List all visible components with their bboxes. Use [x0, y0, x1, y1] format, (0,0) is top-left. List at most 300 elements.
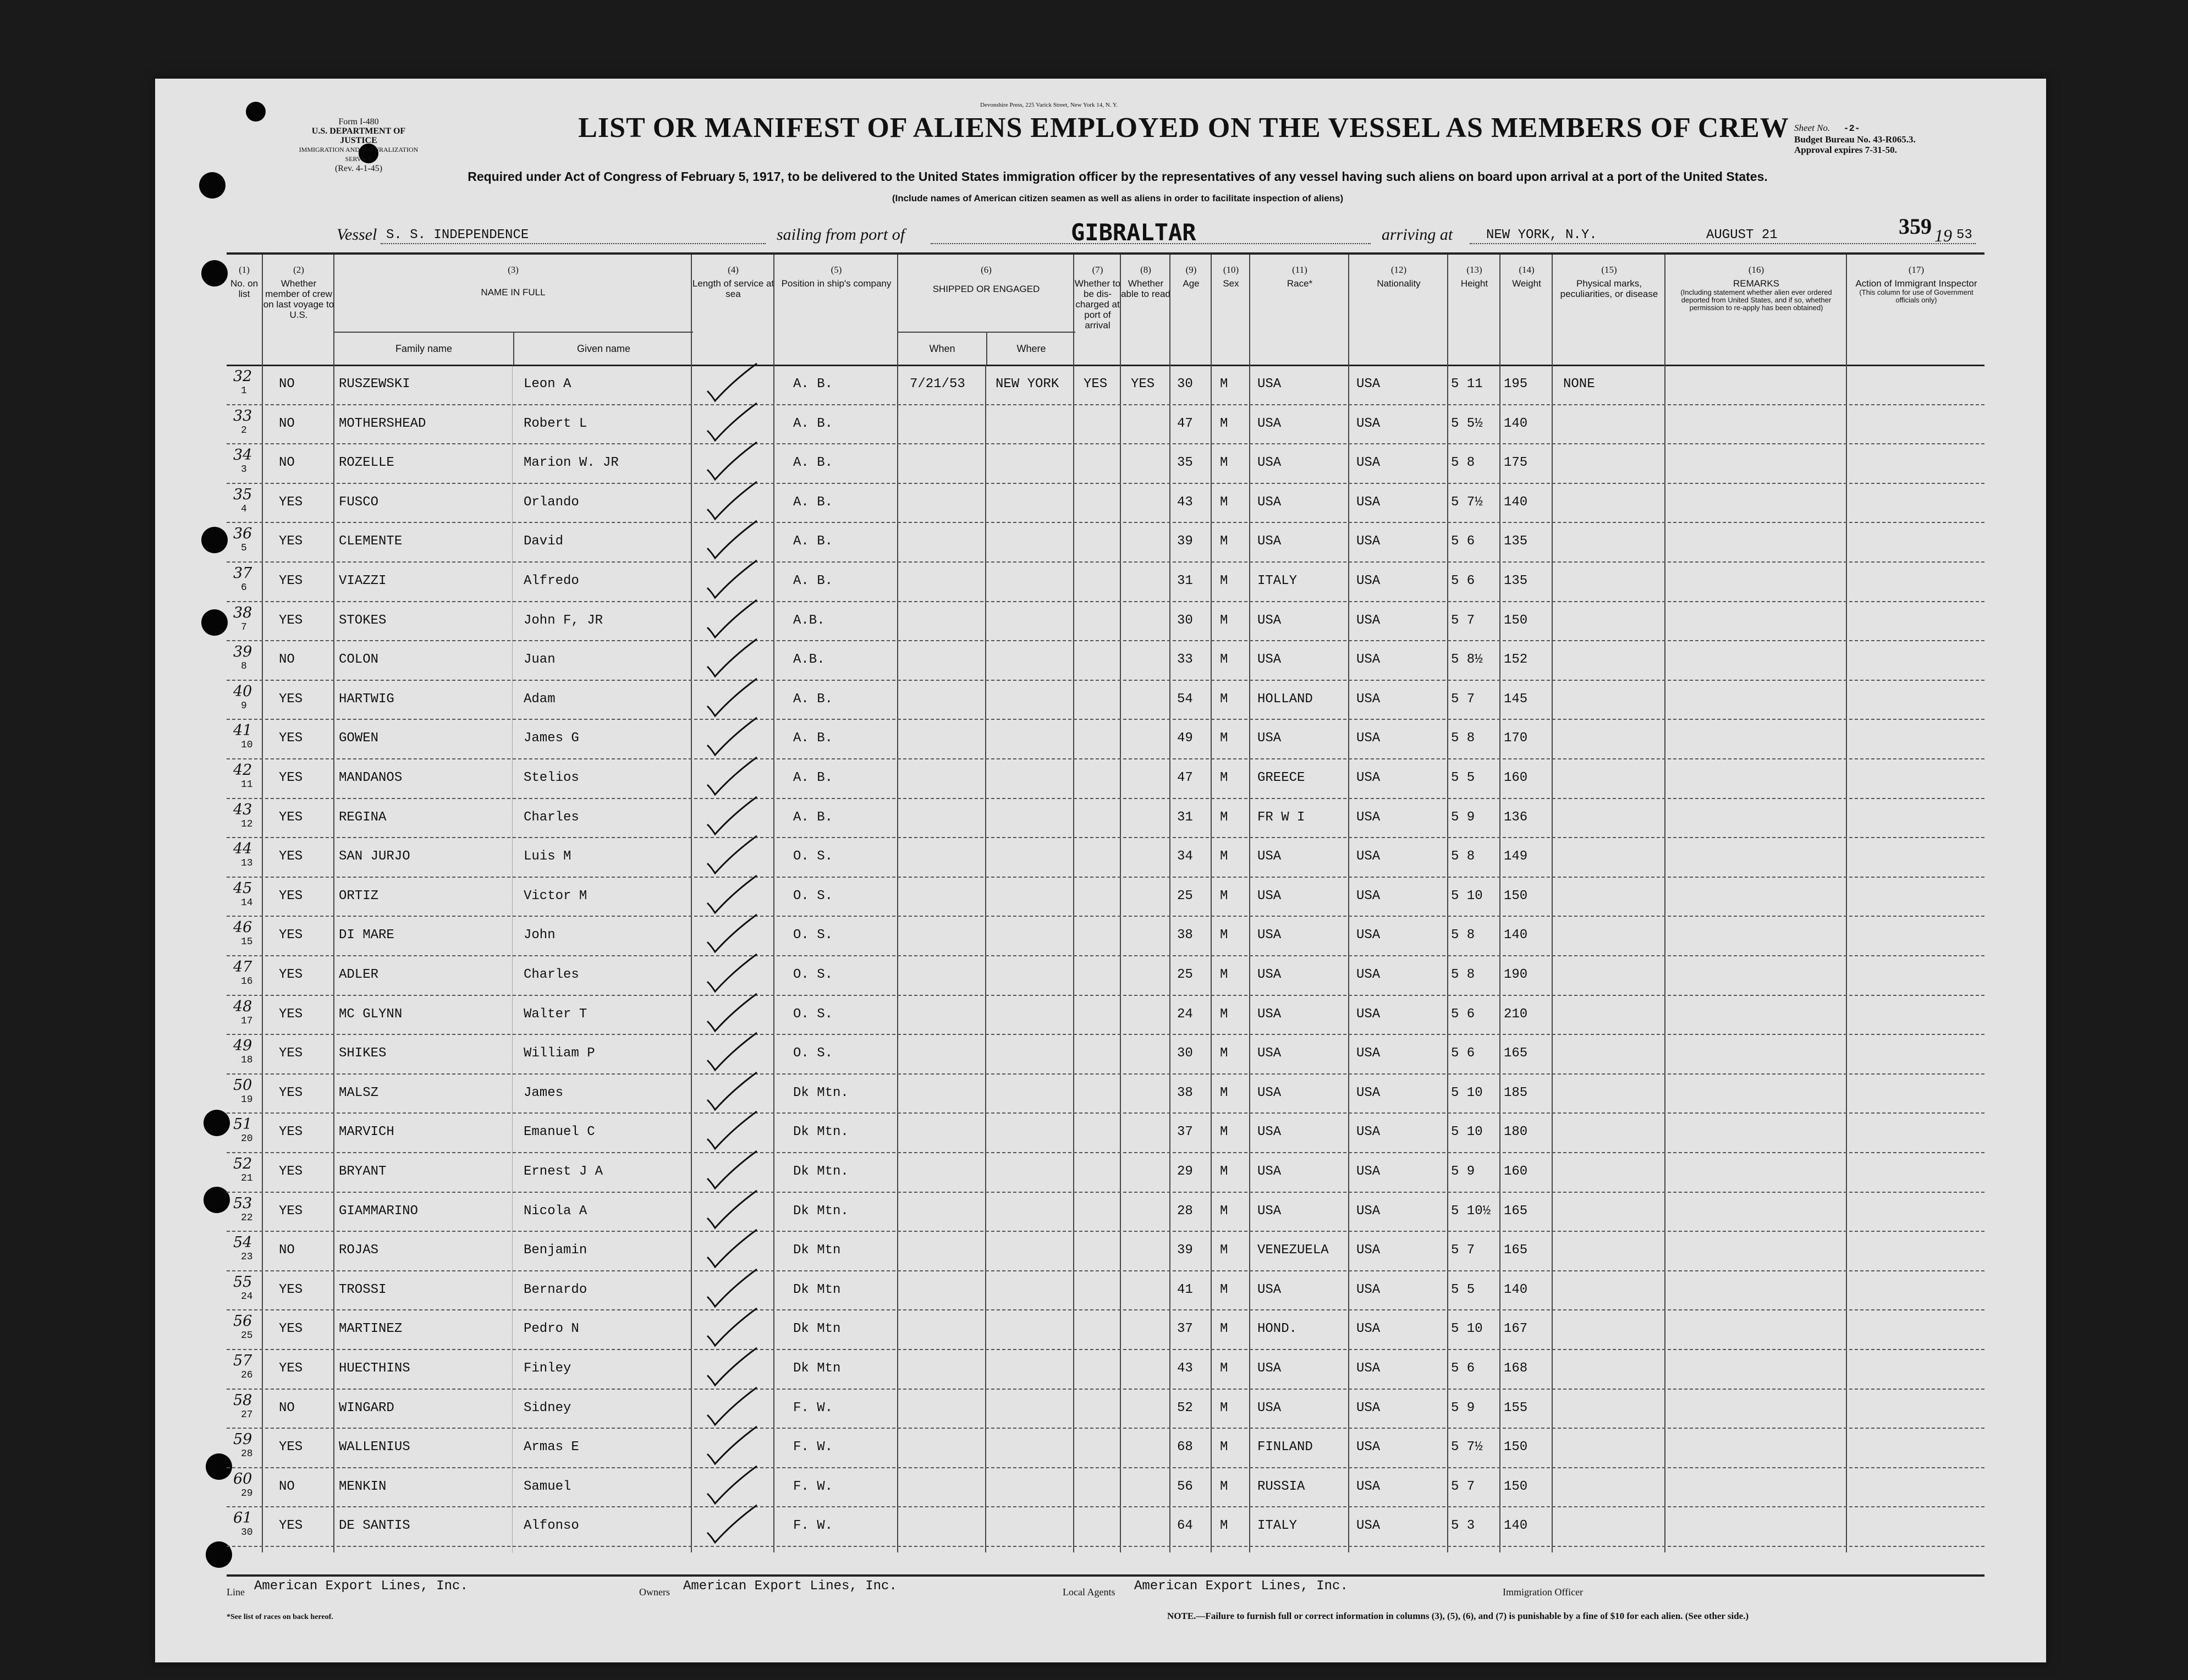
cell-prev: YES	[279, 967, 303, 982]
cell-weight: 155	[1504, 1400, 1528, 1415]
cell-height: 5 8	[1451, 731, 1475, 746]
arrival-year: 53	[1956, 228, 1972, 243]
inclusion-note: (Include names of American citizen seamen as well as aliens in order to facilitate inspection of aliens)	[892, 193, 1344, 203]
cell-height: 5 3	[1451, 1518, 1475, 1534]
sheet-line-number: 8	[241, 661, 247, 673]
cell-family: MC GLYNN	[339, 1006, 403, 1022]
cell-prev: YES	[279, 888, 303, 904]
list-number: 41	[233, 722, 252, 740]
cell-height: 5 6	[1451, 1006, 1475, 1022]
agents-label: Local Agents	[1063, 1587, 1115, 1598]
cell-race: GREECE	[1257, 770, 1305, 785]
cell-given: David	[524, 534, 564, 549]
cell-prev: YES	[279, 1085, 303, 1100]
subheader-when: When	[898, 332, 986, 365]
cell-sex: M	[1220, 770, 1228, 785]
cell-race: USA	[1257, 1046, 1282, 1061]
table-row	[227, 877, 1984, 917]
cell-race: ITALY	[1257, 1518, 1298, 1534]
cell-age: 39	[1177, 534, 1193, 549]
cell-age: 39	[1177, 1243, 1193, 1258]
cell-given: Juan	[524, 652, 556, 668]
cell-weight: 136	[1504, 809, 1528, 825]
cell-sex: M	[1220, 1085, 1228, 1100]
col-header-shipped: (6) SHIPPED OR ENGAGED When Where	[897, 255, 1074, 365]
cell-age: 43	[1177, 1361, 1193, 1376]
sheet-line-number: 21	[241, 1173, 253, 1184]
service: IMMIGRATION AND NATURALIZATION SERVICE	[299, 146, 419, 163]
cell-weight: 167	[1504, 1321, 1528, 1337]
table-row	[227, 1152, 1984, 1193]
cell-given: Samuel	[524, 1479, 571, 1494]
cell-prev: NO	[279, 455, 295, 471]
sheet-line-number: 11	[241, 779, 253, 790]
cell-height: 5 8	[1451, 849, 1475, 864]
sheet-line-number: 26	[241, 1370, 253, 1381]
cell-height: 5 10	[1451, 1085, 1483, 1100]
cell-pos: A. B.	[793, 494, 833, 510]
cell-family: DI MARE	[339, 928, 394, 943]
cell-weight: 152	[1504, 652, 1528, 668]
cell-weight: 140	[1504, 416, 1528, 431]
col-header-sex: (10) Sex	[1211, 255, 1250, 365]
cell-pos: F. W.	[793, 1518, 833, 1534]
cell-age: 24	[1177, 1006, 1193, 1022]
cell-nat: USA	[1356, 967, 1381, 982]
col-header-name: (3) NAME IN FULL Family name Given name	[333, 255, 692, 365]
cell-nat: USA	[1356, 494, 1381, 510]
table-row	[227, 640, 1984, 681]
cell-prev: YES	[279, 1203, 303, 1219]
cell-weight: 180	[1504, 1125, 1528, 1140]
cell-age: 31	[1177, 809, 1193, 825]
cell-family: FUSCO	[339, 494, 379, 510]
cell-race: USA	[1257, 455, 1282, 471]
cell-sex: M	[1220, 731, 1228, 746]
cell-race: USA	[1257, 377, 1282, 392]
cell-height: 5 5½	[1451, 416, 1483, 431]
cell-weight: 160	[1504, 770, 1528, 785]
cell-weight: 150	[1504, 1440, 1528, 1455]
list-number: 32	[233, 368, 252, 385]
cell-given: John	[524, 928, 556, 943]
table-row	[227, 1231, 1984, 1271]
cell-weight: 165	[1504, 1243, 1528, 1258]
cell-prev: YES	[279, 1361, 303, 1376]
cell-weight: 175	[1504, 455, 1528, 471]
cell-height: 5 8	[1451, 455, 1475, 471]
cell-family: SHIKES	[339, 1046, 387, 1061]
line-label: Line	[227, 1587, 245, 1598]
cell-prev: YES	[279, 613, 303, 628]
punch-hole	[201, 609, 228, 636]
cell-family: TROSSI	[339, 1282, 387, 1297]
cell-family: GOWEN	[339, 731, 379, 746]
table-row	[227, 522, 1984, 563]
cell-prev: YES	[279, 1125, 303, 1140]
col-header-age: (9) Age	[1169, 255, 1212, 365]
sheet-line-number: 29	[241, 1488, 253, 1499]
cell-sex: M	[1220, 1282, 1228, 1297]
cell-family: WINGARD	[339, 1400, 394, 1415]
list-number: 53	[233, 1194, 252, 1212]
budget-number: Budget Bureau No. 43-R065.3.	[1794, 134, 1916, 145]
cell-pos: A.B.	[793, 613, 825, 628]
sheet-line-number: 28	[241, 1448, 253, 1460]
cell-weight: 140	[1504, 928, 1528, 943]
cell-height: 5 7	[1451, 1479, 1475, 1494]
cell-given: Charles	[524, 967, 579, 982]
cell-prev: YES	[279, 770, 303, 785]
sheet-label: Sheet No.	[1794, 123, 1830, 133]
cell-race: USA	[1257, 1125, 1282, 1140]
cell-race: USA	[1257, 1400, 1282, 1415]
table-row	[227, 1309, 1984, 1350]
cell-height: 5 6	[1451, 1361, 1475, 1376]
cell-read: YES	[1131, 377, 1155, 392]
cell-weight: 150	[1504, 1479, 1528, 1494]
departure-port: GIBRALTAR	[1071, 219, 1196, 246]
cell-weight: 150	[1504, 613, 1528, 628]
cell-family: MENKIN	[339, 1479, 387, 1494]
cell-nat: USA	[1356, 809, 1381, 825]
cell-race: USA	[1257, 1203, 1282, 1219]
cell-age: 29	[1177, 1164, 1193, 1179]
cell-prev: YES	[279, 534, 303, 549]
cell-prev: YES	[279, 1282, 303, 1297]
agents-value: American Export Lines, Inc.	[1134, 1579, 1348, 1594]
sheet-line-number: 7	[241, 621, 247, 633]
sheet-line-number: 18	[241, 1055, 253, 1066]
cell-age: 56	[1177, 1479, 1193, 1494]
cell-pos: A. B.	[793, 809, 833, 825]
cell-weight: 195	[1504, 377, 1528, 392]
cell-weight: 140	[1504, 1282, 1528, 1297]
form-number: Form I-480	[338, 117, 379, 126]
cell-marks: NONE	[1563, 377, 1595, 392]
table-row	[227, 680, 1984, 720]
cell-given: Marion W. JR	[524, 455, 619, 471]
cell-nat: USA	[1356, 1321, 1381, 1337]
list-number: 33	[233, 407, 252, 425]
list-number: 34	[233, 447, 252, 464]
cell-race: USA	[1257, 1282, 1282, 1297]
list-number: 42	[233, 762, 252, 779]
subheader-where: Where	[986, 332, 1075, 365]
cell-sex: M	[1220, 574, 1228, 588]
cell-age: 38	[1177, 1085, 1193, 1100]
cell-family: CLEMENTE	[339, 534, 403, 549]
cell-given: Robert L	[524, 416, 587, 431]
cell-pos: A. B.	[793, 770, 833, 785]
cell-given: James	[524, 1085, 564, 1100]
cell-race: USA	[1257, 888, 1282, 904]
col-header-nationality: (12) Nationality	[1348, 255, 1448, 365]
cell-family: DE SANTIS	[339, 1518, 410, 1534]
cell-age: 64	[1177, 1518, 1193, 1534]
sheet-line-number: 15	[241, 937, 253, 948]
manifest-sheet	[155, 79, 2046, 1662]
cell-nat: USA	[1356, 1243, 1381, 1258]
list-number: 57	[233, 1352, 252, 1369]
cell-race: USA	[1257, 928, 1282, 943]
cell-given: Orlando	[524, 494, 579, 510]
cell-height: 5 8½	[1451, 652, 1483, 668]
cell-nat: USA	[1356, 1479, 1381, 1494]
list-number: 38	[233, 604, 252, 621]
cell-prev: NO	[279, 416, 295, 431]
cell-sex: M	[1220, 377, 1228, 392]
cell-given: Benjamin	[524, 1243, 587, 1258]
table-row	[227, 1034, 1984, 1075]
cell-age: 37	[1177, 1125, 1193, 1140]
cell-age: 52	[1177, 1400, 1193, 1415]
cell-prev: YES	[279, 1006, 303, 1022]
approval-expiry: Approval expires 7-31-50.	[1794, 145, 1897, 155]
cell-family: GIAMMARINO	[339, 1203, 419, 1219]
sheet-line-number: 20	[241, 1133, 253, 1145]
cell-age: 47	[1177, 770, 1193, 785]
list-number: 39	[233, 643, 252, 661]
cell-nat: USA	[1356, 1203, 1381, 1219]
sheet-line-number: 3	[241, 464, 247, 476]
list-number: 36	[233, 525, 252, 543]
cell-pos: Dk Mtn.	[793, 1125, 849, 1140]
cell-given: Charles	[524, 809, 579, 825]
sheet-line-number: 27	[241, 1409, 253, 1420]
cell-height: 5 6	[1451, 534, 1475, 549]
table-row	[227, 837, 1984, 878]
list-number: 45	[233, 879, 252, 897]
cell-race: HOND.	[1257, 1321, 1298, 1337]
cell-given: Emanuel C	[524, 1125, 595, 1140]
cell-weight: 168	[1504, 1361, 1528, 1376]
cell-pos: O. S.	[793, 928, 833, 943]
cell-given: Bernardo	[524, 1282, 587, 1297]
table-row	[227, 798, 1984, 839]
cell-pos: Dk Mtn.	[793, 1085, 849, 1100]
cell-nat: USA	[1356, 1125, 1381, 1140]
cell-height: 5 7½	[1451, 494, 1483, 510]
sheet-line-number: 12	[241, 818, 253, 830]
cell-height: 5 11	[1451, 377, 1483, 392]
cell-given: Leon A	[524, 377, 571, 392]
list-number: 40	[233, 682, 252, 700]
table-row	[227, 955, 1984, 996]
page-title: LIST OR MANIFEST OF ALIENS EMPLOYED ON THE VESSEL AS MEMBERS OF CREW	[578, 112, 1789, 144]
table-row	[227, 404, 1984, 445]
list-number: 47	[233, 959, 252, 976]
punch-hole	[199, 172, 226, 199]
list-number: 58	[233, 1391, 252, 1409]
cell-race: ITALY	[1257, 574, 1298, 588]
table-row	[227, 365, 1984, 405]
cell-pos: Dk Mtn.	[793, 1203, 849, 1219]
officer-label: Immigration Officer	[1503, 1587, 1584, 1598]
cell-sex: M	[1220, 1046, 1228, 1061]
cell-pos: Dk Mtn	[793, 1282, 841, 1297]
col-header-read: (8) Whether able to read	[1120, 255, 1170, 365]
cell-family: ROJAS	[339, 1243, 379, 1258]
cell-race: USA	[1257, 1085, 1282, 1100]
table-row	[227, 1506, 1984, 1547]
cell-sex: M	[1220, 534, 1228, 549]
cell-nat: USA	[1356, 652, 1381, 668]
table-row	[227, 1349, 1984, 1390]
sheet-line-number: 19	[241, 1094, 253, 1105]
cell-height: 5 8	[1451, 928, 1475, 943]
cell-race: FINLAND	[1257, 1440, 1313, 1455]
cell-prev: YES	[279, 731, 303, 746]
list-number: 54	[233, 1234, 252, 1252]
cell-pos: F. W.	[793, 1440, 833, 1455]
cell-weight: 210	[1504, 1006, 1528, 1022]
cell-family: HUECTHINS	[339, 1361, 410, 1376]
cell-nat: USA	[1356, 377, 1381, 392]
table-row	[227, 1270, 1984, 1311]
table-row	[227, 601, 1984, 642]
table-row	[227, 995, 1984, 1035]
cell-given: Finley	[524, 1361, 571, 1376]
sheet-line-number: 25	[241, 1330, 253, 1342]
cell-prev: YES	[279, 1164, 303, 1179]
col-header-no: (1) No. on list	[230, 265, 259, 299]
legal-requirement: Required under Act of Congress of February 5, 1917, to be delivered to the United States immigration officer by the representatives of any vessel having such aliens on board upon arrival at a port of the United States.	[468, 169, 1768, 184]
sheet-line-number: 16	[241, 976, 253, 987]
table-row	[227, 719, 1984, 759]
col-header-position: (5) Position in ship's company	[773, 255, 898, 365]
list-number: 50	[233, 1076, 252, 1094]
cell-height: 5 10½	[1451, 1203, 1491, 1219]
cell-pos: F. W.	[793, 1400, 833, 1415]
cell-height: 5 6	[1451, 574, 1475, 588]
cell-sex: M	[1220, 416, 1228, 431]
cell-family: BRYANT	[339, 1164, 387, 1179]
cell-nat: USA	[1356, 416, 1381, 431]
cell-given: John F, JR	[524, 613, 603, 628]
cell-race: VENEZUELA	[1257, 1243, 1329, 1258]
vessel-label: Vessel	[337, 225, 377, 244]
punch-hole	[201, 527, 228, 553]
cell-pos: A. B.	[793, 377, 833, 392]
cell-race: FR W I	[1257, 809, 1305, 825]
owners-label: Owners	[639, 1587, 670, 1598]
sheet-line-number: 10	[241, 740, 253, 751]
cell-nat: USA	[1356, 928, 1381, 943]
cell-sex: M	[1220, 888, 1228, 904]
cell-prev: YES	[279, 1518, 303, 1534]
manifest-footer	[227, 1574, 1984, 1643]
col-header-remarks: (16) REMARKS (Including statement whether alien ever ordered deported from United States, and if so, whether permission to re-apply has been obtained)	[1664, 255, 1847, 365]
cell-age: 25	[1177, 967, 1193, 982]
cell-height: 5 10	[1451, 888, 1483, 904]
cell-age: 49	[1177, 731, 1193, 746]
cell-where: NEW YORK	[996, 377, 1059, 392]
cell-age: 35	[1177, 455, 1193, 471]
arrival-port: NEW YORK, N.Y.	[1486, 228, 1597, 243]
cell-family: RUSZEWSKI	[339, 377, 410, 392]
cell-age: 43	[1177, 494, 1193, 510]
table-row	[227, 1192, 1984, 1232]
cell-race: USA	[1257, 652, 1282, 668]
sailing-label: sailing from port of	[777, 225, 905, 244]
cell-given: Sidney	[524, 1400, 571, 1415]
cell-given: Pedro N	[524, 1321, 579, 1337]
cell-age: 38	[1177, 928, 1193, 943]
cell-race: USA	[1257, 731, 1282, 746]
cell-race: USA	[1257, 1164, 1282, 1179]
cell-family: SAN JURJO	[339, 849, 410, 864]
cell-sex: M	[1220, 1006, 1228, 1022]
sheet-line-number: 14	[241, 897, 253, 908]
cell-pos: A.B.	[793, 652, 825, 668]
table-row	[227, 483, 1984, 524]
cell-prev: YES	[279, 809, 303, 825]
cell-given: Walter T	[524, 1006, 587, 1022]
printer-line: Devonshire Press, 225 Varick Street, New York 14, N. Y.	[980, 102, 1118, 108]
cell-prev: YES	[279, 494, 303, 510]
cell-weight: 160	[1504, 1164, 1528, 1179]
cell-weight: 140	[1504, 1518, 1528, 1534]
cell-sex: M	[1220, 809, 1228, 825]
cell-prev: YES	[279, 1321, 303, 1337]
cell-age: 28	[1177, 1203, 1193, 1219]
cell-height: 5 5	[1451, 770, 1475, 785]
cell-prev: NO	[279, 377, 295, 392]
cell-weight: 140	[1504, 494, 1528, 510]
cell-sex: M	[1220, 494, 1228, 510]
cell-race: RUSSIA	[1257, 1479, 1305, 1494]
table-row	[227, 1112, 1984, 1153]
list-number: 52	[233, 1155, 252, 1172]
department: U.S. DEPARTMENT OF JUSTICE	[311, 126, 406, 145]
cell-given: Ernest J A	[524, 1164, 603, 1179]
cell-weight: 150	[1504, 888, 1528, 904]
cell-nat: USA	[1356, 1164, 1381, 1179]
list-number: 51	[233, 1116, 252, 1133]
cell-family: MOTHERSHEAD	[339, 416, 426, 431]
cell-prev: NO	[279, 1400, 295, 1415]
cell-height: 5 6	[1451, 1046, 1475, 1061]
cell-height: 5 9	[1451, 809, 1475, 825]
cell-pos: Dk Mtn	[793, 1361, 841, 1376]
cell-nat: USA	[1356, 574, 1381, 588]
cell-family: MALSZ	[339, 1085, 379, 1100]
cell-nat: USA	[1356, 1400, 1381, 1415]
cell-sex: M	[1220, 1203, 1228, 1219]
col-header-race: (11) Race*	[1249, 255, 1349, 365]
sheet-line-number: 30	[241, 1527, 253, 1539]
arriving-label: arriving at	[1382, 225, 1453, 244]
cell-pos: Dk Mtn	[793, 1243, 841, 1258]
list-number: 61	[233, 1510, 252, 1527]
cell-height: 5 7	[1451, 613, 1475, 628]
cell-family: ORTIZ	[339, 888, 379, 904]
cell-pos: A. B.	[793, 455, 833, 471]
page-number: 359	[1899, 214, 1932, 239]
year-prefix: 19	[1934, 225, 1952, 245]
cell-given: Adam	[524, 691, 556, 707]
service-checkmark	[702, 1499, 762, 1548]
col-header-discharged: (7) Whether to be dis-charged at port of arrival	[1073, 255, 1121, 365]
cell-sex: M	[1220, 1321, 1228, 1337]
sheet-line-number: 24	[241, 1291, 253, 1302]
cell-nat: USA	[1356, 455, 1381, 471]
table-row	[227, 561, 1984, 602]
cell-given: William P	[524, 1046, 595, 1061]
list-number: 48	[233, 998, 252, 1015]
cell-race: HOLLAND	[1257, 691, 1313, 707]
